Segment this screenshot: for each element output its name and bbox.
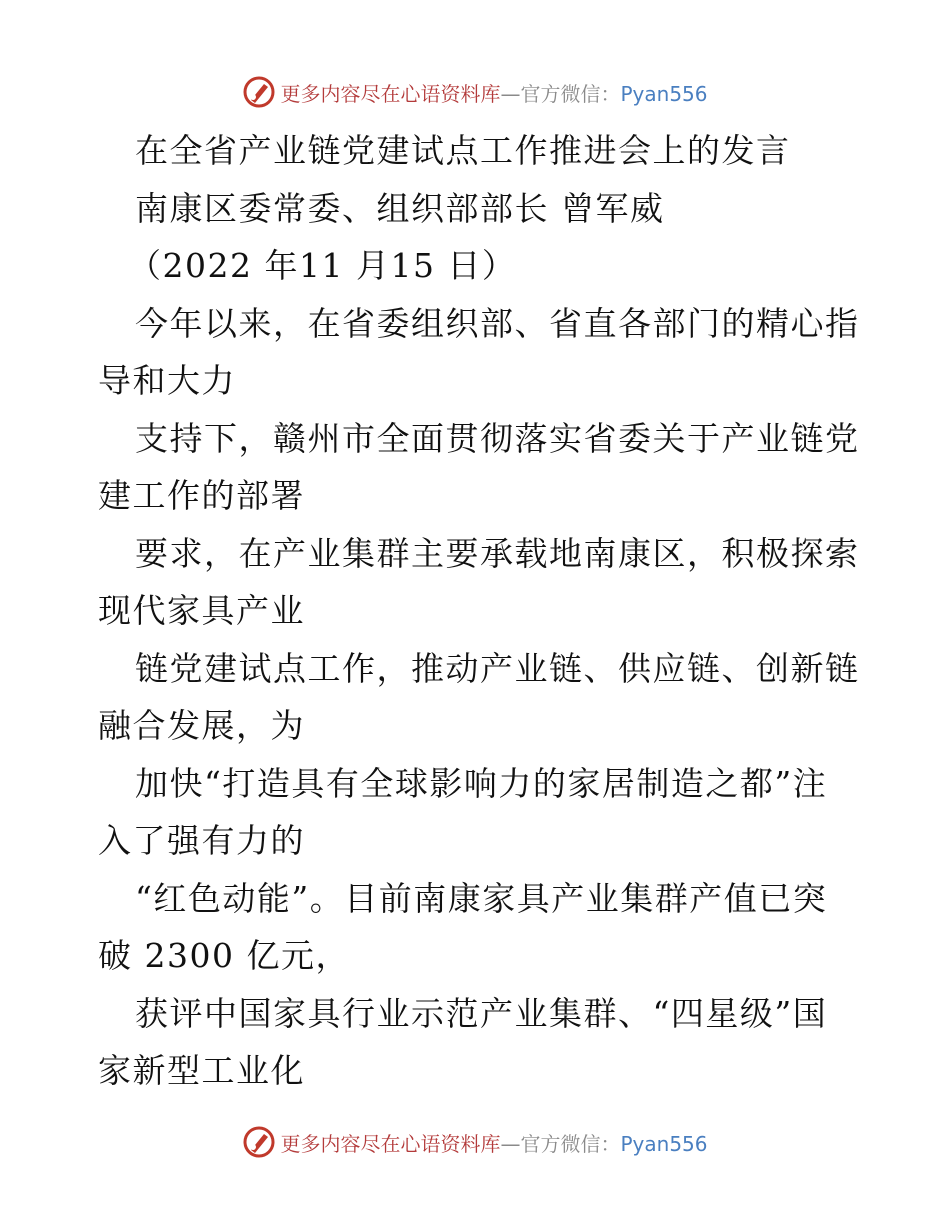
paragraph-line: 家新型工业化	[98, 1051, 305, 1090]
watermark-wechat-id: Pyan556	[620, 81, 708, 106]
pen-logo-icon	[242, 75, 276, 109]
paragraph-line: 加快“打造具有全球影响力的家居制造之都”注	[135, 763, 828, 803]
pen-logo-icon	[242, 1125, 276, 1159]
paragraph-line: 融合发展，为	[98, 706, 305, 745]
paragraph-line: 链党建试点工作，推动产业链、供应链、创新链	[135, 648, 860, 688]
paragraph-line: 建工作的部署	[98, 476, 305, 515]
paragraph-line: 入了强有力的	[98, 821, 305, 860]
watermark-banner-top	[0, 70, 950, 114]
document-date: （2022 年11 月15 日）	[128, 246, 517, 285]
watermark-main: 更多内容尽在心语资料库	[280, 81, 501, 106]
paragraph-line: 今年以来，在省委组织部、省直各部门的精心指	[135, 303, 860, 343]
watermark-label: 官方微信：	[520, 81, 621, 106]
document-speaker: 南康区委常委、组织部部长 曾军威	[135, 188, 665, 228]
document-title: 在全省产业链党建试点工作推进会上的发言	[135, 131, 791, 170]
watermark-text	[280, 1128, 707, 1157]
document-body	[98, 122, 858, 1100]
watermark-dash: —	[500, 81, 521, 106]
paragraph-line: “红色动能”。目前南康家具产业集群产值已突	[135, 878, 828, 918]
paragraph-line: 破 2300 亿元，	[98, 936, 350, 975]
watermark-dash: —	[500, 1131, 521, 1156]
paragraph-line: 支持下，赣州市全面贯彻落实省委关于产业链党	[135, 418, 860, 458]
watermark-text	[280, 78, 707, 107]
watermark-wechat-id: Pyan556	[620, 1131, 708, 1156]
paragraph-line: 现代家具产业	[98, 591, 305, 630]
watermark-label: 官方微信：	[520, 1131, 621, 1156]
paragraph-line: 获评中国家具行业示范产业集群、“四星级”国	[135, 993, 828, 1033]
paragraph-line: 要求，在产业集群主要承载地南康区，积极探索	[135, 533, 860, 573]
paragraph-line: 导和大力	[98, 361, 236, 400]
watermark-main: 更多内容尽在心语资料库	[280, 1131, 501, 1156]
watermark-banner-bottom	[0, 1120, 950, 1164]
